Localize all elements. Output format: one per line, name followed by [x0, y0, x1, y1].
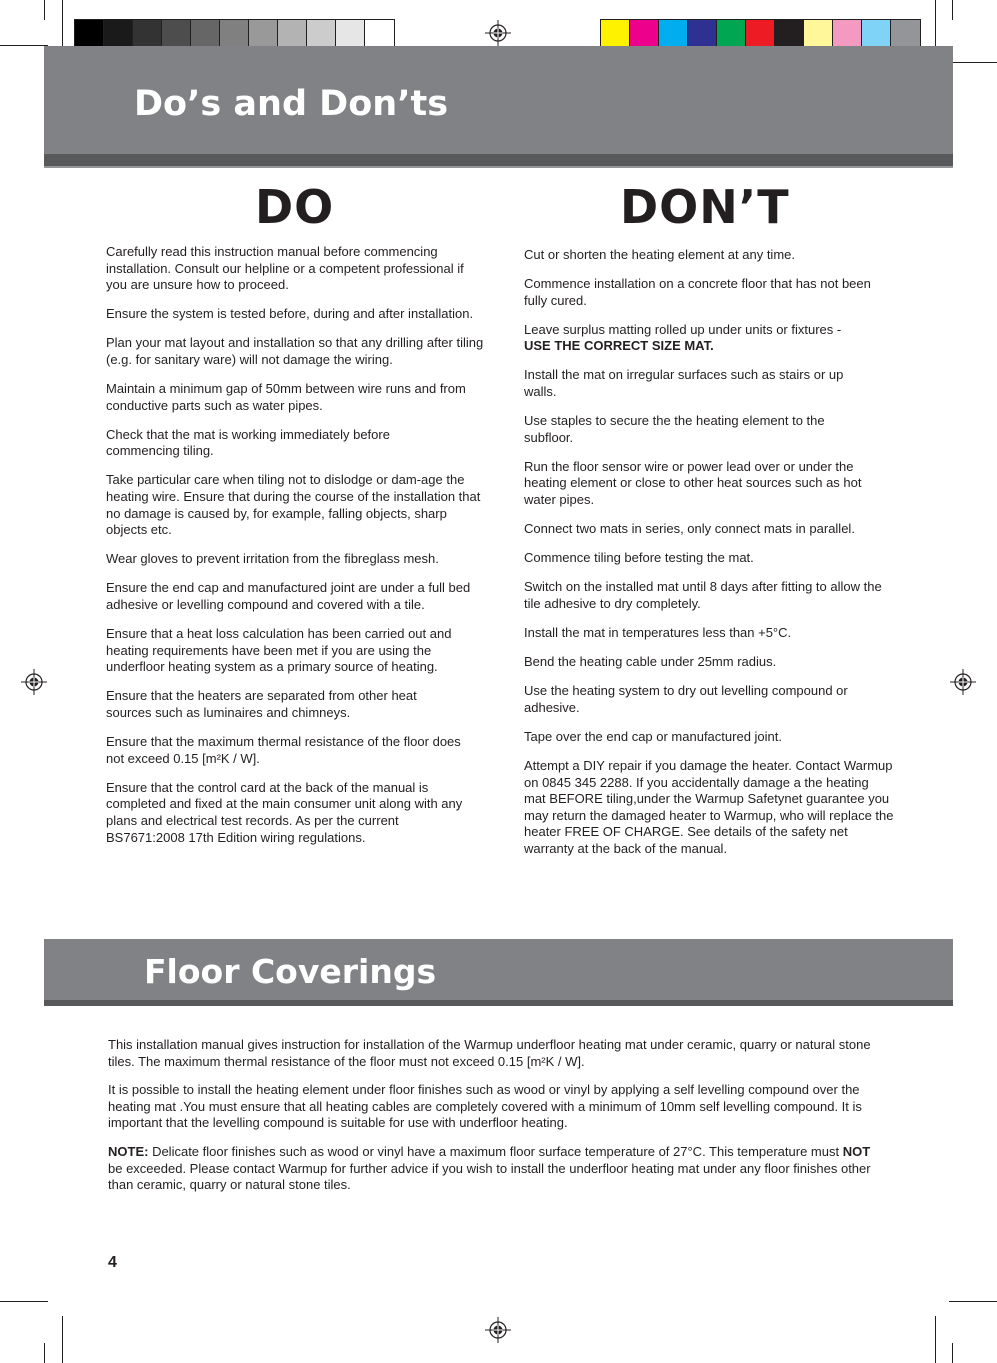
dont-item-text: Leave surplus matting rolled up under units or fixtures - [524, 321, 842, 337]
note-text: be exceeded. Please contact Warmup for further advice if you wish to install the underfloor heating mat under any floor finishes other than ceramic, quarry or natural stone tiles. [108, 1160, 871, 1193]
registration-target-icon [485, 1317, 511, 1343]
dont-item: Bend the heating cable under 25mm radius. [524, 654, 777, 670]
dont-list [524, 247, 894, 870]
registration-target-icon [485, 20, 511, 46]
do-item: Check that the mat is working immediately before commencing tiling. [106, 426, 390, 459]
dont-item: Tape over the end cap or manufactured joint. [524, 728, 782, 744]
do-heading: DO [255, 180, 335, 234]
floor-header-rule [44, 1000, 953, 1006]
dont-item: Cut or shorten the heating element at any time. [524, 247, 795, 262]
crop-mark [44, 0, 45, 20]
dont-item: Install the mat in temperatures less than +5°C. [524, 625, 792, 640]
crop-mark [949, 1301, 997, 1302]
colour-swatch [220, 20, 249, 46]
colour-swatch [717, 20, 746, 46]
colour-swatch [775, 20, 804, 46]
registration-target-icon [21, 669, 47, 695]
do-item: Plan your mat layout and installation so that any drilling after tiling (e.g. for sanitary ware) will not damage the wiring. [106, 335, 484, 367]
dont-heading: DON’T [620, 180, 790, 234]
grey-colour-bar [74, 19, 395, 47]
do-item: Wear gloves to prevent irritation from the fibreglass mesh. [106, 551, 439, 567]
colour-swatch [307, 20, 336, 46]
do-item: Ensure that the maximum thermal resistance of the floor does not exceed 0.15 [m²K / W]. [106, 734, 461, 766]
crop-mark [935, 0, 936, 48]
colour-swatch [162, 20, 191, 46]
crop-mark [62, 0, 63, 48]
dont-item: Use staples to secure the the heating element to the subfloor. [524, 413, 825, 445]
crop-mark [44, 1343, 45, 1363]
floor-coverings-body [108, 1037, 898, 1206]
crop-mark [935, 1316, 936, 1363]
colour-swatch [365, 20, 394, 46]
page-number: 4 [108, 1254, 117, 1271]
floor-note [108, 1144, 898, 1194]
dos-header-rule-light [44, 166, 953, 168]
dos-title: Do’s and Don’ts [134, 84, 449, 124]
dont-item: Run the floor sensor wire or power lead over or under the heating element or close to other heat sources such as hot water pipes. [524, 458, 862, 508]
do-item: Ensure the end cap and manufactured joint are under a full bed adhesive or levelling compound and covered with a tile. [106, 580, 471, 612]
dont-item-emphasis: USE THE CORRECT SIZE MAT. [524, 338, 714, 354]
floor-paragraph: It is possible to install the heating element under floor finishes such as wood or vinyl by applying a self levelling compound over the heating mat .You must ensure that all heating cables are completely covered with a minimum of 10mm self levelling compound. It is important that the levelling compound is suitable for use with underfloor heating. [108, 1082, 862, 1131]
crop-mark [952, 0, 953, 20]
crop-mark [62, 1316, 63, 1363]
crop-mark [949, 62, 997, 63]
dont-item: Commence installation on a concrete floor that has not been fully cured. [524, 276, 871, 308]
dont-item: Connect two mats in series, only connect mats in parallel. [524, 521, 855, 537]
colour-swatch [891, 20, 920, 46]
registration-target-icon [950, 669, 976, 695]
dont-item: Attempt a DIY repair if you damage the heater. Contact Warmup on 0845 345 2288. If you accidentally damage a the heating mat BEFORE tiling,under the Warmup Safetynet guarantee you may return the damaged heater to Warmup, who will replace the heater FREE OF CHARGE. See details of the safety net warranty at the back of the manual. [524, 757, 894, 856]
floor-title: Floor Coverings [144, 952, 437, 991]
colour-swatch [630, 20, 659, 46]
colour-swatch [336, 20, 365, 46]
dont-item: Install the mat on irregular surfaces such as stairs or up walls. [524, 367, 844, 400]
colour-swatch [278, 20, 307, 46]
crop-mark [0, 1301, 48, 1302]
colour-swatch [601, 20, 630, 46]
do-item: Take particular care when tiling not to dislodge or dam-age the heating wire. Ensure that during the course of the installation that no damage is caused by, for example, falling objects, sharp objects etc. [106, 472, 481, 538]
colour-swatch [133, 20, 162, 46]
colour-swatch [862, 20, 891, 46]
do-item: Maintain a minimum gap of 50mm between wire runs and from conductive parts such as water pipes. [106, 381, 466, 413]
do-item: Carefully read this instruction manual before commencing installation. Consult our helpline or a competent professional if you are unsure how to proceed. [106, 244, 464, 293]
colour-swatch [688, 20, 717, 46]
colour-swatch [746, 20, 775, 46]
colour-swatch [833, 20, 862, 46]
dont-item: Use the heating system to dry out levelling compound or adhesive. [524, 683, 848, 715]
colour-swatch [104, 20, 133, 46]
dont-item: Commence tiling before testing the mat. [524, 550, 754, 566]
crop-mark [952, 1343, 953, 1363]
crop-mark [0, 45, 48, 46]
colour-bar [600, 19, 921, 47]
colour-swatch [191, 20, 220, 46]
note-not: NOT [842, 1143, 871, 1159]
colour-swatch [75, 20, 104, 46]
colour-swatch [249, 20, 278, 46]
colour-swatch [804, 20, 833, 46]
do-item: Ensure that the heaters are separated from other heat sources such as luminaires and chimneys. [106, 688, 417, 720]
do-item: Ensure the system is tested before, during and after installation. [106, 306, 474, 322]
note-label: NOTE: [108, 1143, 149, 1159]
note-text: Delicate floor finishes such as wood or vinyl have a maximum floor surface temperature of 27°C. This temperature must [148, 1143, 843, 1159]
floor-paragraph: This installation manual gives instruction for installation of the Warmup underfloor heating mat under ceramic, quarry or natural stone tiles. The maximum thermal resistance of the floor must not exceed 0.15 [m²K / W]. [108, 1037, 871, 1069]
do-item: Ensure that the control card at the back of the manual is completed and fixed at the main consumer unit along with any plans and electrical test records. As per the current BS7671:2008 17th Edition wiring regulations. [106, 779, 463, 845]
do-item: Ensure that a heat loss calculation has been carried out and heating requirements have been met if you are using the underfloor heating system as a primary source of heating. [106, 626, 452, 675]
colour-swatch [659, 20, 688, 46]
dont-item: Switch on the installed mat until 8 days after fitting to allow the tile adhesive to dry completely. [524, 579, 882, 611]
dont-item [524, 322, 894, 355]
do-list [106, 244, 484, 859]
